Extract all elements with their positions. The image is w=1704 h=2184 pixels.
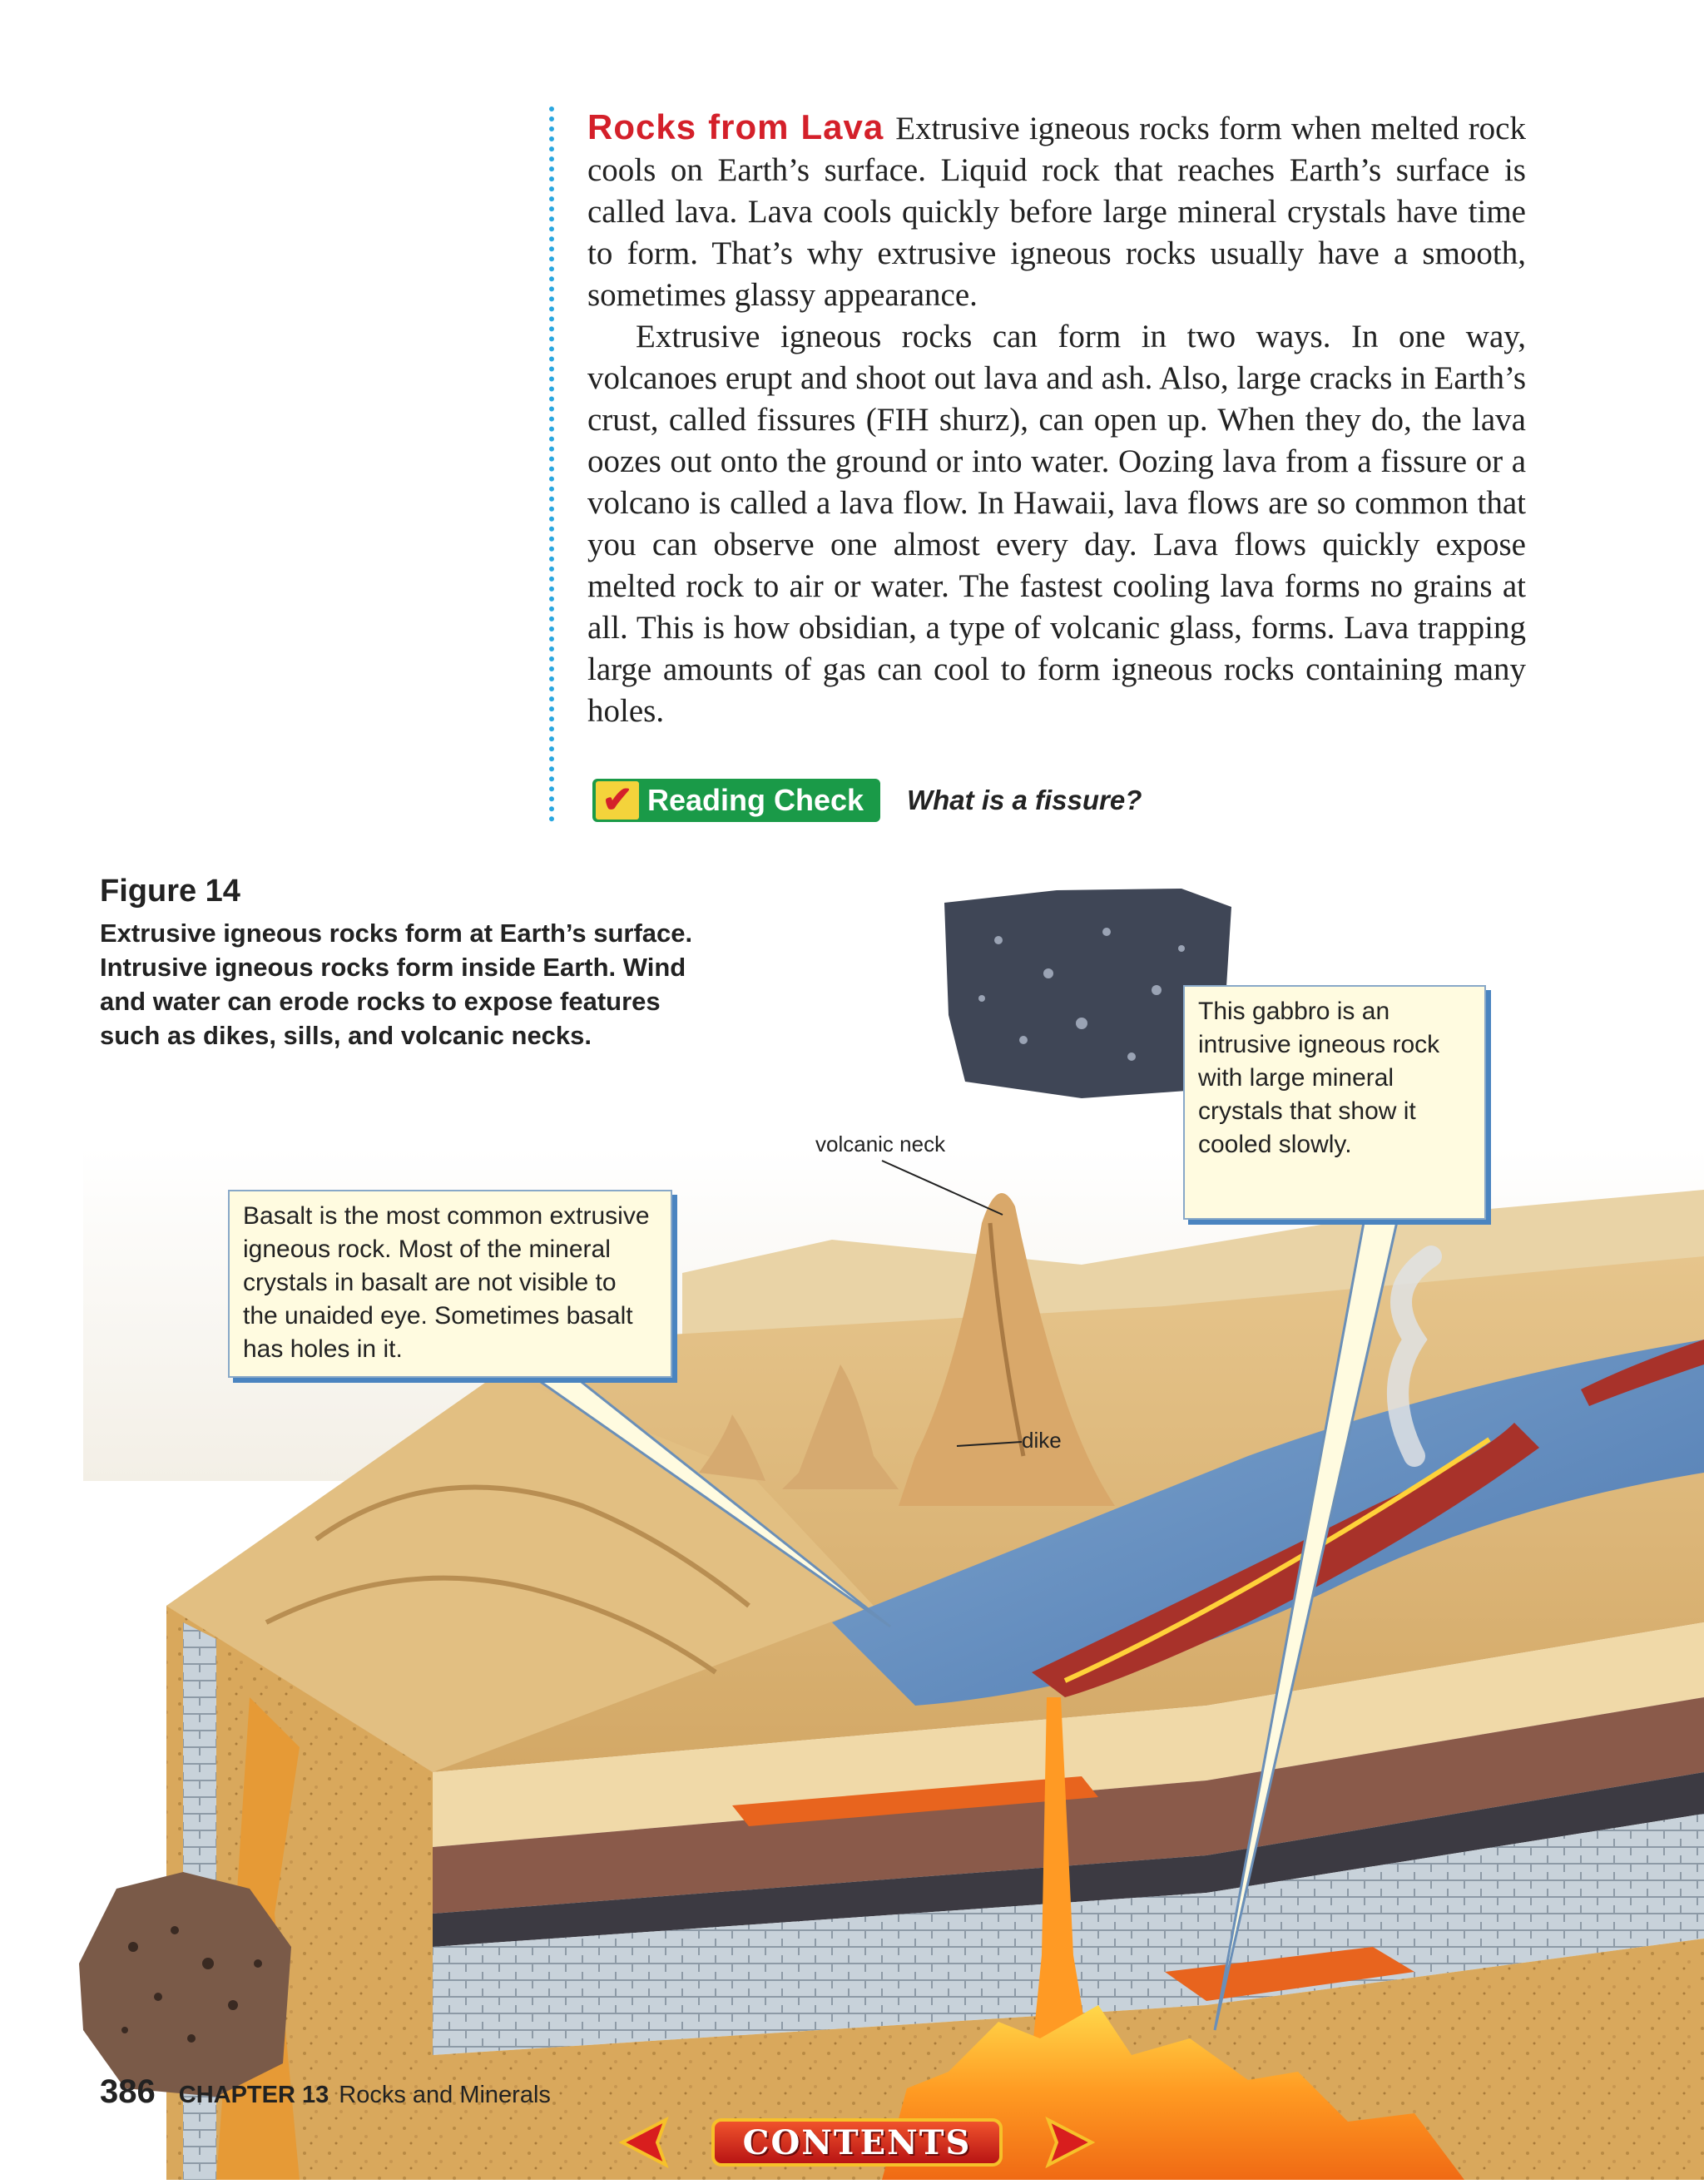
reading-check-label: Reading Check <box>647 783 864 817</box>
page-number: 386 <box>100 2073 156 2110</box>
reading-check-question: What is a fissure? <box>907 785 1142 815</box>
article-paragraph-1 <box>587 106 1526 316</box>
volcanic-neck-label: volcanic neck <box>815 1132 946 1156</box>
paragraph-1-text: Extrusive igneous rocks form when melted rock cools on Earth’s surface. Liquid rock that reaches Earth’s surface is called lava. Lava cools quickly before large mineral crystals have time to form. That’s why extrusive igneous rocks usually have a smooth, sometimes glassy appearance. <box>587 111 1526 313</box>
section-heading: Rocks from Lava <box>587 107 884 146</box>
chapter-label: CHAPTER 13 <box>178 2082 329 2108</box>
next-page-arrow-icon[interactable] <box>1043 2115 1098 2170</box>
reading-check-badge <box>592 779 880 822</box>
reading-check <box>592 779 1142 822</box>
figure-title: Figure 14 <box>100 874 240 909</box>
gabbro-callout: This gabbro is an intrusive igneous rock with large mineral crystals that show it cooled slowly. <box>1183 985 1486 1220</box>
previous-page-arrow-icon[interactable] <box>616 2115 671 2170</box>
page-navigation <box>616 2112 1098 2173</box>
figure-caption-text: Extrusive igneous rocks form at Earth’s surface. Intrusive igneous rocks form inside Earth. Wind and water can erode rocks to expose features such as dikes, sills, and volcanic necks. <box>100 919 693 1050</box>
basalt-callout: Basalt is the most common extrusive igneous rock. Most of the mineral crystals in basalt are not visible to the unaided eye. Sometimes basalt has holes in it. <box>228 1190 672 1378</box>
contents-button[interactable]: CONTENTS <box>711 2118 1003 2167</box>
checkmark-icon: ✔ <box>596 781 639 820</box>
page-footer <box>100 2073 551 2111</box>
article-paragraph-2: Extrusive igneous rocks can form in two ways. In one way, volcanoes erupt and shoot out lava and ash. Also, large cracks in Earth’s crust, called fissures (FIH shurz), can open up. When they do, the lava oozes out onto the ground or into water. Oozing lava from a fissure or a volcano is called a lava flow. In Hawaii, lava flows are so common that you can observe one almost every day. Lava flows quickly expose melted rock to air or water. The fastest cooling lava forms no grains at all. This is how obsidian, a type of volcanic glass, forms. Lava trapping large amounts of gas can cool to form igneous rocks containing many holes. <box>587 319 1526 729</box>
dike-label: dike <box>1022 1428 1062 1453</box>
article-column <box>549 106 1526 822</box>
figure-caption <box>100 874 699 1052</box>
chapter-title: Rocks and Minerals <box>339 2082 551 2108</box>
igneous-rock-illustration <box>0 874 1704 2180</box>
